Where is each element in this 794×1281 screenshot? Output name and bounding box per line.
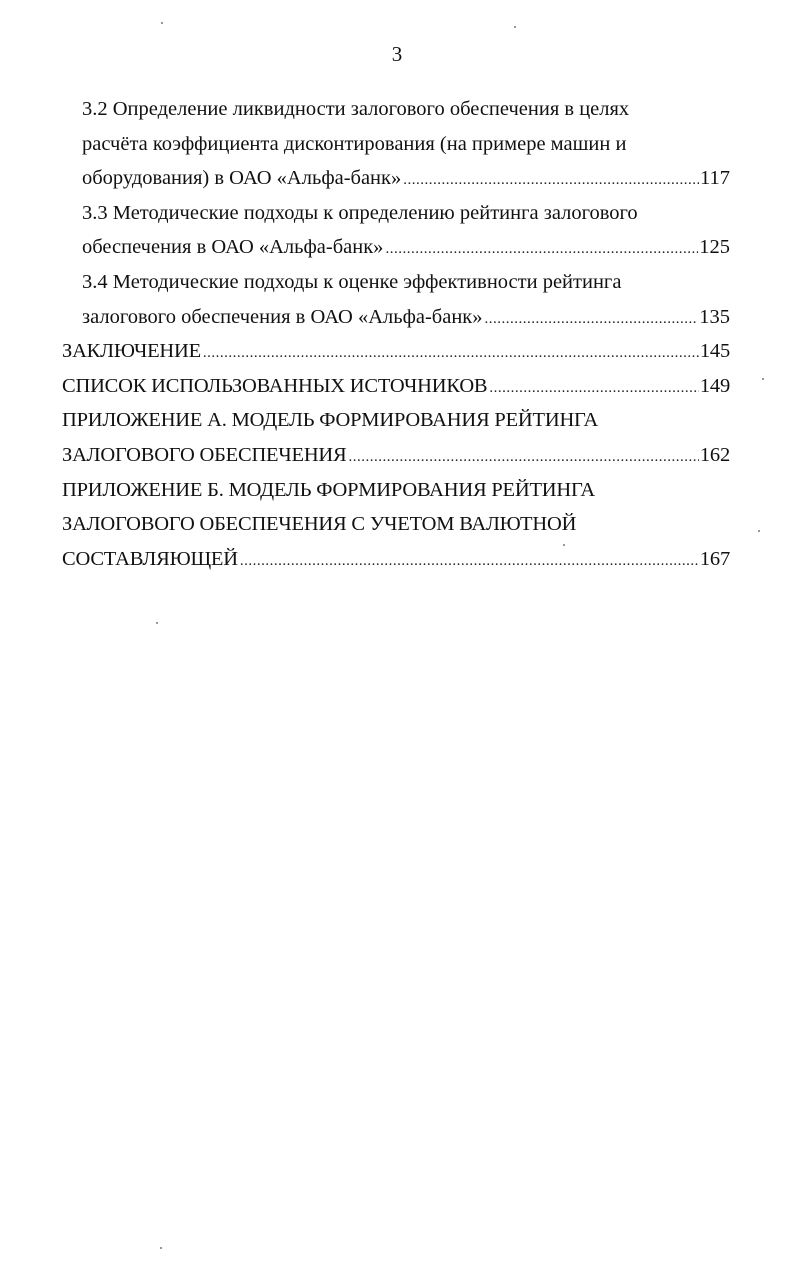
toc-entry-appendix-b[interactable] — [62, 473, 730, 577]
toc-line: ПРИЛОЖЕНИЕ Б. МОДЕЛЬ ФОРМИРОВАНИЯ РЕЙТИНГА — [62, 478, 596, 501]
table-of-contents — [62, 92, 730, 576]
toc-entry-appendix-a[interactable] — [62, 403, 730, 472]
toc-line: 3.2 Определение ликвидности залогового обеспечения в целях — [82, 98, 630, 120]
dot-leader — [485, 302, 699, 337]
dot-leader — [385, 232, 698, 267]
toc-page-number: 162 — [699, 443, 730, 466]
toc-line: расчёта коэффициента дисконтирования (на примере машин и — [82, 132, 627, 155]
scan-speck — [758, 530, 760, 532]
toc-page-number: 135 — [699, 305, 730, 328]
toc-page-number: 167 — [699, 547, 730, 570]
dot-leader — [489, 371, 698, 406]
toc-line-with-page — [82, 300, 730, 335]
toc-line: СПИСОК ИСПОЛЬЗОВАННЫХ ИСТОЧНИКОВ — [62, 374, 488, 397]
scan-speck — [762, 378, 764, 380]
dot-leader — [403, 163, 699, 198]
page-number: 3 — [391, 42, 403, 66]
toc-line-with-page — [82, 230, 730, 265]
dot-leader — [240, 544, 699, 579]
toc-page-number: 145 — [699, 340, 730, 363]
scan-speck — [514, 26, 516, 28]
toc-line-with-page — [62, 438, 730, 473]
scan-speck — [563, 544, 565, 546]
toc-line: ПРИЛОЖЕНИЕ А. МОДЕЛЬ ФОРМИРОВАНИЯ РЕЙТИНГА — [62, 409, 599, 432]
dot-leader — [203, 336, 699, 371]
toc-entry-conclusion[interactable] — [62, 334, 730, 369]
toc-line-with-page — [62, 334, 730, 369]
dot-leader — [349, 440, 699, 475]
toc-line-with-page — [62, 542, 730, 577]
toc-entry-references[interactable] — [62, 369, 730, 404]
toc-line: 3.3 Методические подходы к определению рейтинга залогового — [82, 201, 638, 224]
toc-page-number: 117 — [700, 167, 730, 190]
toc-line: оборудования) в ОАО «Альфа-банк» — [82, 167, 402, 190]
toc-page-number: 149 — [699, 374, 730, 397]
toc-entry-3-4[interactable] — [62, 265, 730, 334]
toc-line: 3.4 Методические подходы к оценке эффективности рейтинга — [82, 270, 622, 293]
toc-line: ЗАЛОГОВОГО ОБЕСПЕЧЕНИЯ — [62, 443, 347, 466]
toc-line: СОСТАВЛЯЮЩЕЙ — [62, 547, 238, 570]
toc-line: обеспечения в ОАО «Альфа-банк» — [82, 236, 384, 259]
toc-line: залогового обеспечения в ОАО «Альфа-банк» — [82, 305, 483, 328]
toc-page-number: 125 — [699, 236, 730, 259]
toc-line: ЗАЛОГОВОГО ОБЕСПЕЧЕНИЯ С УЧЕТОМ ВАЛЮТНОЙ — [62, 513, 577, 536]
scan-speck — [161, 22, 163, 24]
toc-line: ЗАКЛЮЧЕНИЕ — [62, 340, 201, 363]
toc-line-with-page — [82, 161, 730, 196]
toc-line-with-page — [62, 369, 730, 404]
toc-entry-3-2[interactable] — [62, 92, 730, 196]
toc-entry-3-3[interactable] — [62, 196, 730, 265]
scan-speck — [156, 622, 158, 624]
scan-speck — [160, 1247, 162, 1249]
